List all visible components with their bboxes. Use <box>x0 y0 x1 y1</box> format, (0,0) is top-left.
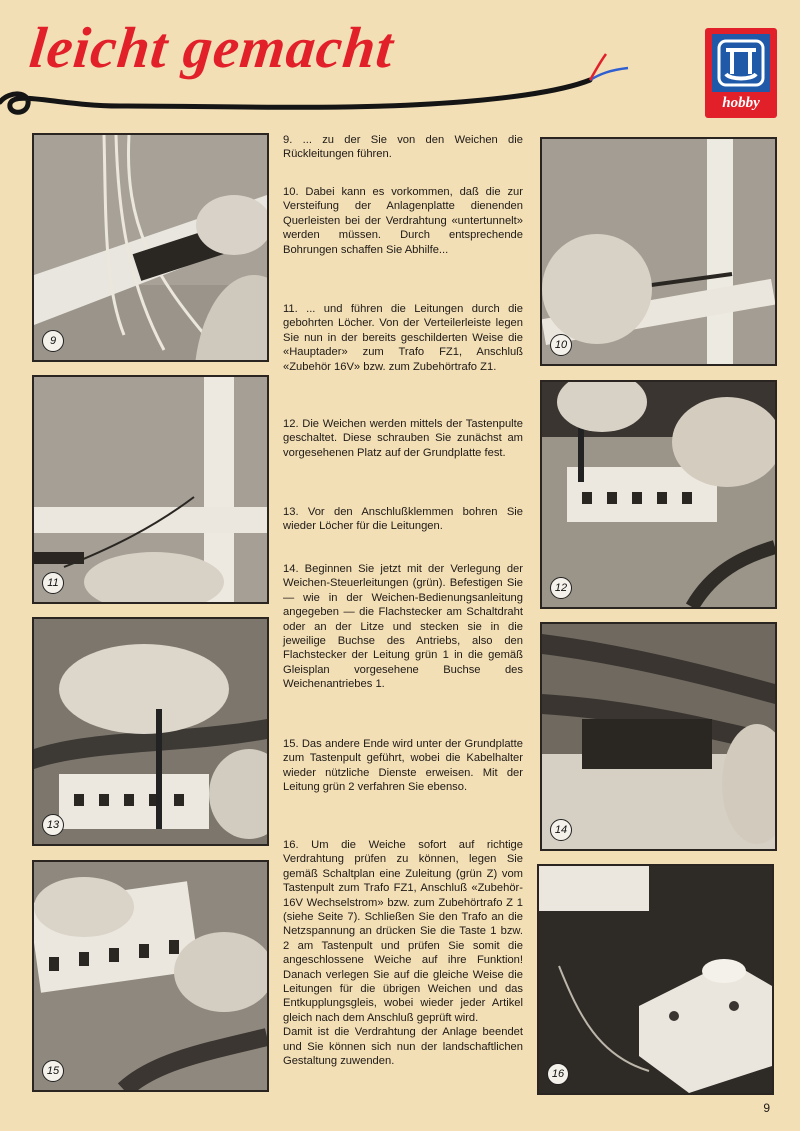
page-title: leicht gemacht <box>26 15 397 80</box>
switch-panel-icon <box>34 862 267 1090</box>
step-12: 12. Die Weichen werden mittels der Tastenpulte geschaltet. Diese schrauben Sie zunächst am vorgesehenen Platz auf der Grundplatte fest. <box>283 418 523 459</box>
photo-15 <box>32 860 269 1092</box>
track-icon <box>542 624 775 849</box>
step-10: 10. Dabei kann es vorkommen, daß die zur Versteifung der Anlagenplatte dienenden Querleisten bei der Verdrahtung «untertunnelt» werden müssen. Durch entsprechende Bohrungen schaffen Sie Abhilfe... <box>283 186 523 256</box>
photo-12 <box>540 380 777 609</box>
photo-number: 12 <box>550 577 572 599</box>
switch-panel-icon <box>34 619 267 844</box>
photo-14 <box>540 622 777 851</box>
photo-9 <box>32 133 269 362</box>
step-14: 14. Beginnen Sie jetzt mit der Verlegung der Weichen-Steuerleitungen (grün). Befestigen Sie — wie in der Weichen-Bedienungsanleitung angegeben — die Flachstecker am Schaltdraht oder an der Litze und stecken sie in die jeweilige Buchse des Antriebs, also den Flachstecker der Leitung grün 1 in die gemäß Gleisplan vorgesehene Buchse des Weichenantriebes 1. <box>283 563 523 691</box>
photo-10 <box>540 137 777 366</box>
drill-icon <box>542 139 775 364</box>
photo-16 <box>537 864 774 1095</box>
photo-number: 9 <box>42 330 64 352</box>
page-number: 9 <box>763 1101 770 1115</box>
step-11: 11. ... und führen die Leitungen durch die gebohrten Löcher. Von der Verteilerleiste legen Sie nun in der bereits geschilderten Weise die «Hauptader» zum Trafo FZ1, Anschluß «Zubehör 16V» bzw. zum Zubehörtrafo Z1. <box>283 303 523 373</box>
photo-number: 16 <box>547 1063 569 1085</box>
tt-logo-icon <box>712 34 770 92</box>
photo-number: 11 <box>42 572 64 594</box>
switch-panel-icon <box>542 382 775 607</box>
photo-number: 15 <box>42 1060 64 1082</box>
photo-13 <box>32 617 269 846</box>
logo-label: hobby <box>722 95 760 111</box>
cable-illustration <box>0 40 640 130</box>
transformer-icon <box>539 866 772 1093</box>
photo-number: 14 <box>550 819 572 841</box>
photo-11 <box>32 375 269 604</box>
step-16: 16. Um die Weiche sofort auf richtige Verdrahtung prüfen zu können, legen Sie gemäß Schaltplan eine Zuleitung (grün Z) vom Tastenpult zum Trafo FZ1, Anschluß «Zubehör-16V Wechselstrom» bzw. zum Zubehörtrafo Z 1 (siehe Seite 7). Schließen Sie den Trafo an die Netzspannung an drücken Sie die Taste 1 bzw. 2 am Tastenpult und prüfen Sie somit die angeschlossene Weiche auf ihre Funktion! Danach verlegen Sie auf die gleiche Weise die Leitungen für die übrigen Weichen und das Entkupplungsgleis, wobei wieder jeder Artikel gleich nach dem Anschluß geprüft wird. Damit ist die Verdrahtung der Anlage beendet und Sie können sich nun der landschaftlichen Gestaltung zuwenden. <box>283 839 523 1068</box>
wires-icon <box>34 135 267 360</box>
photo-number: 13 <box>42 814 64 836</box>
wires-icon <box>34 377 267 602</box>
step-15: 15. Das andere Ende wird unter der Grundplatte zum Tastenpult geführt, wobei die Kabelhalter wieder nützliche Dienste erweisen. Mit der Leitung grün 2 verfahren Sie ebenso. <box>283 738 523 794</box>
hobby-logo <box>705 28 777 118</box>
step-13: 13. Vor den Anschlußklemmen bohren Sie wieder Löcher für die Leitungen. <box>283 506 523 533</box>
step-9: 9. ... zu der Sie von den Weichen die Rückleitungen führen. <box>283 134 523 161</box>
photo-number: 10 <box>550 334 572 356</box>
